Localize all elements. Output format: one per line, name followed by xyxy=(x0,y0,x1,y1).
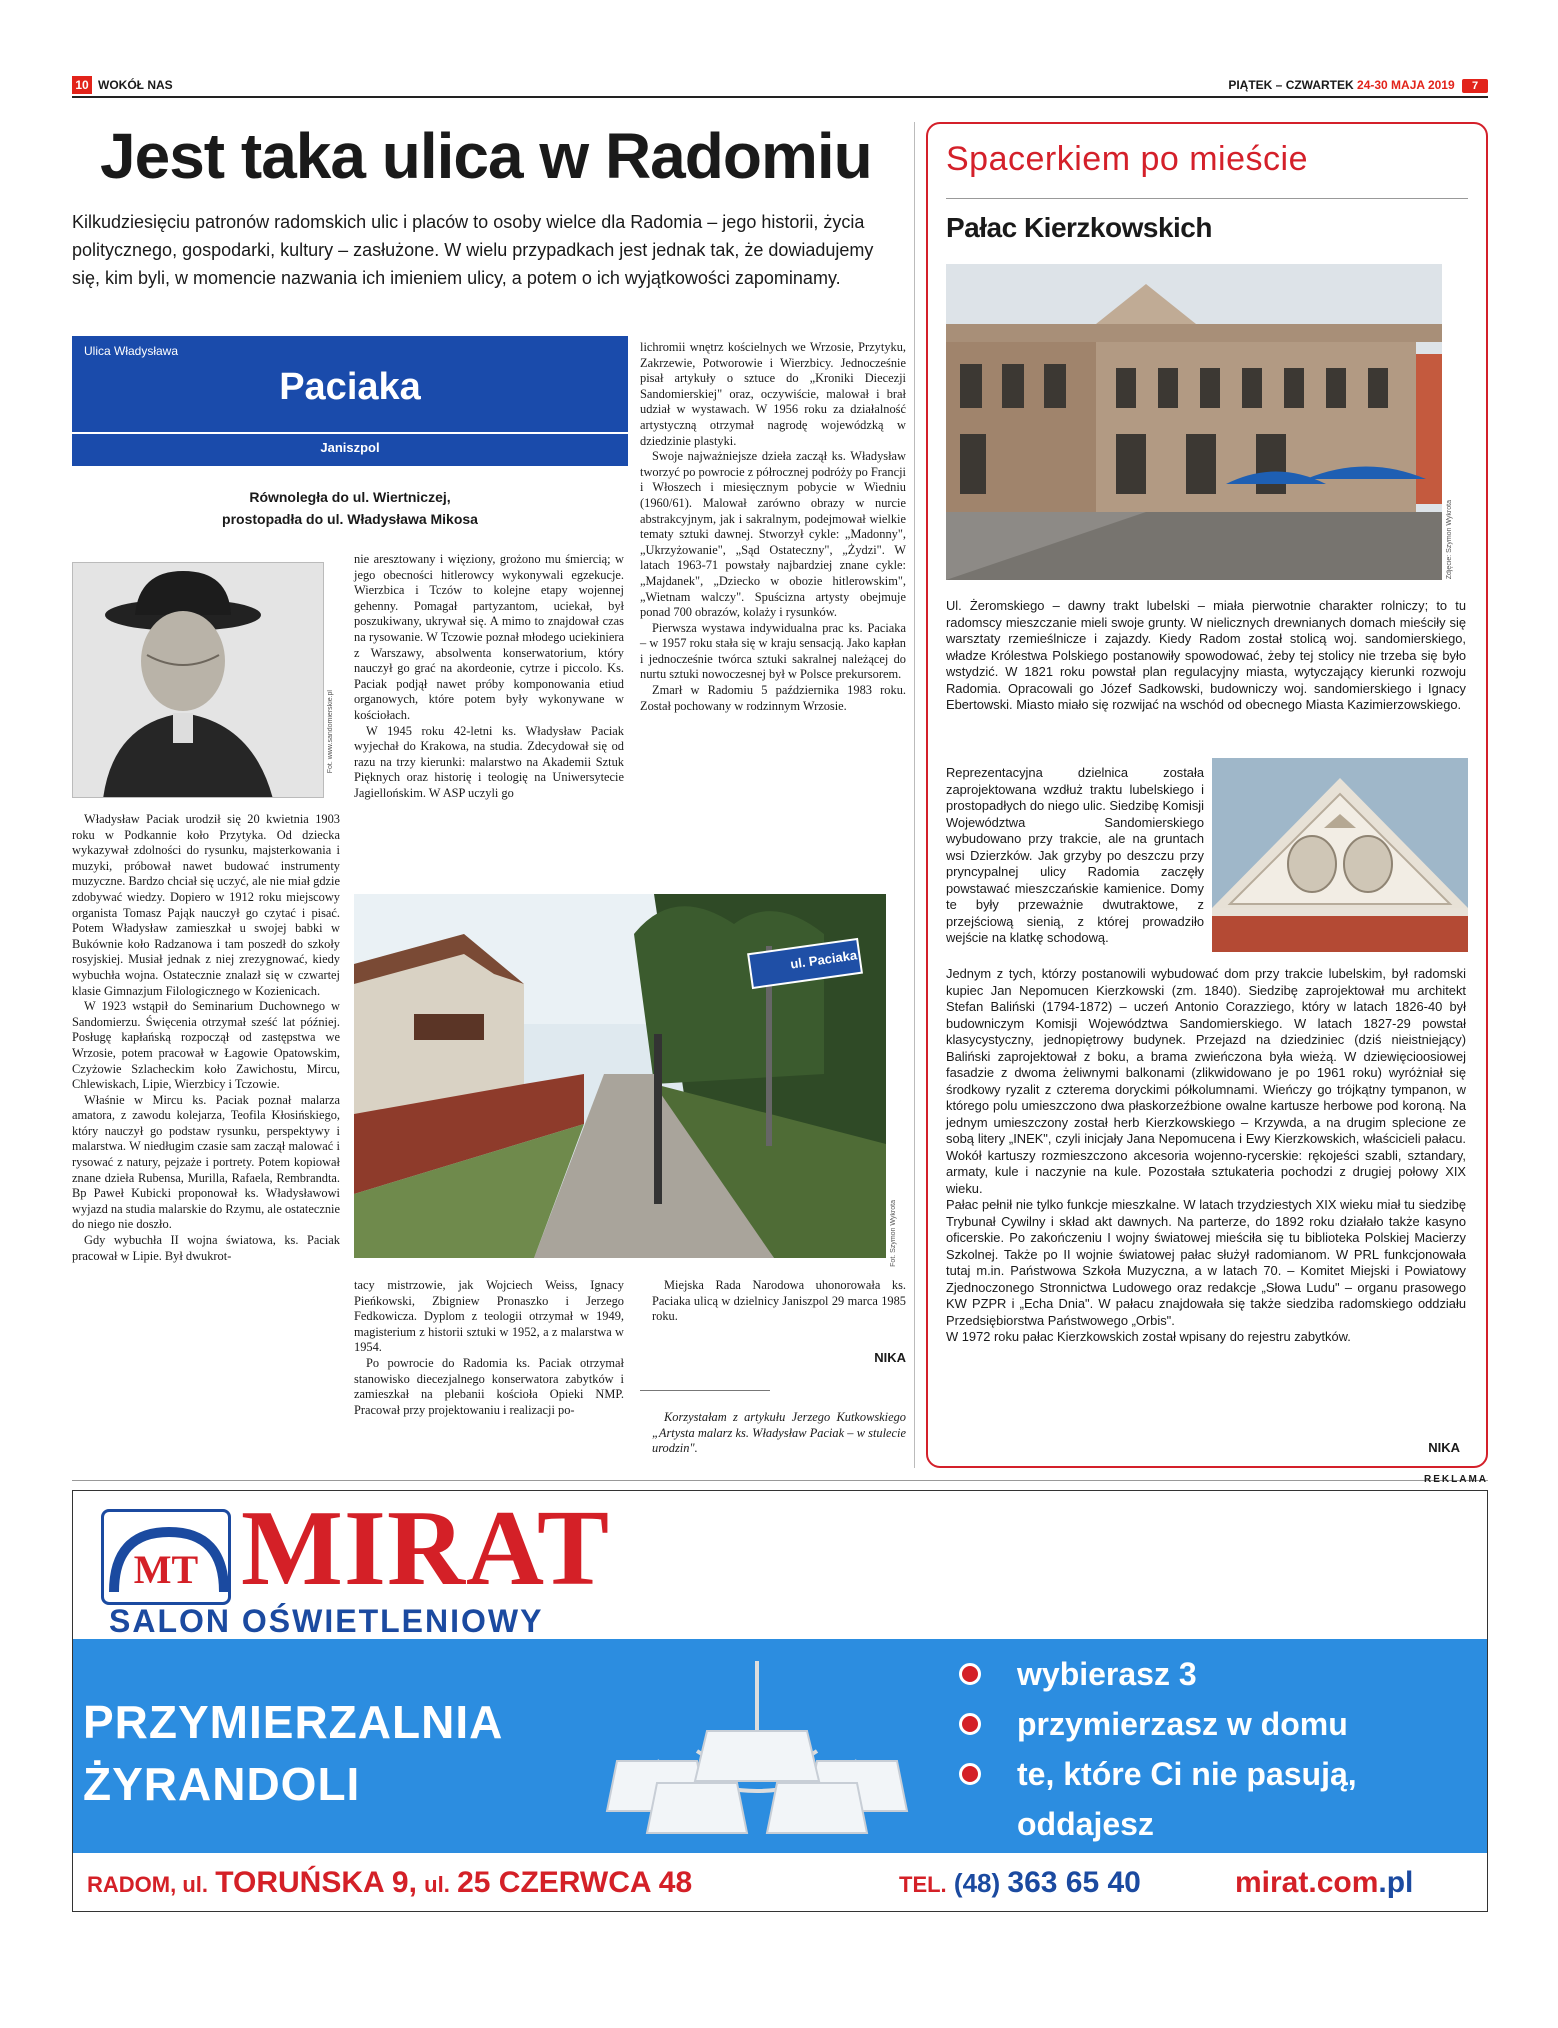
street-scene-icon xyxy=(354,894,886,1258)
article-column-1 xyxy=(72,812,340,1264)
date-range: 24-30 MAJA 2019 xyxy=(1357,78,1455,92)
tel-number: 363 65 40 xyxy=(1007,1866,1141,1899)
bullet-dot-icon xyxy=(959,1713,981,1735)
sidebar-text-wrap: Reprezentacyjna dzielnica została zaprojektowana wzdłuż traktu lubelskiego i prostopadłych do niego ulic. Siedzibę Komisji Województwa Sandomierskiego wybudowano przy trakcie, ale na gruntach wsi Dzierzków. Jak grzyby po deszczu przy pryncypalnej ulicy Radomia zaczęły powstawać mieszczańskie kamienice. Domy te były przeważnie dwutraktowe, z przejściową sienią, z której prowadziło wejście na klatkę schodową. xyxy=(946,765,1204,945)
article-headline: Jest taka ulica w Radomiu xyxy=(100,120,872,192)
article-signature: NIKA xyxy=(874,1350,906,1365)
paragraph: Po powrocie do Radomia ks. Paciak otrzymał stanowisko diecezjalnego konserwatora zabytków i zamieszkał na plebanii kościoła Opieki NMP. Pracował przy projektowaniu i realizacji po- xyxy=(354,1355,624,1417)
article-column-3-bottom xyxy=(652,1278,906,1325)
paragraph: tacy mistrzowie, jak Wojciech Weiss, Ignacy Pieńkowski, Zbigniew Pronaszko i Jerzego Fedkowicza. Dyplom z teologii otrzymał w 1949, magisterium z historii sztuki w 1952, a z malarstwa w 1954. xyxy=(354,1278,624,1355)
address-2: 25 CZERWCA 48 xyxy=(457,1866,693,1899)
street-sign-graphic xyxy=(72,336,628,466)
paragraph: W 1972 roku pałac Kierzkowskich został wpisany do rejestru zabytków. xyxy=(946,1329,1351,1344)
location-line-2: prostopadła do ul. Władysława Mikosa xyxy=(222,511,478,527)
sidebar-text-bottom xyxy=(946,966,1466,1346)
sidebar-rule xyxy=(946,198,1468,199)
advert-rule xyxy=(72,1480,1488,1481)
paragraph: Władysław Paciak urodził się 20 kwietnia 1903 roku w Podkannie koło Przytyka. Od dziecka wykazywał zdolności do rysunku, majsterkowania i muzyki, próbował nawet budować instrumenty muzyczne. Bardzo chciał się uczyć, ale nie miał gdzie zdobywać wiedzy. Dopiero w 1912 roku miejscowy organista Tomasz Pająk nauczył go czytać i pisać. Potem Władysław zamieszkał u swojej babki w Bukównie koło Radzanowa i tam poszedł do szkoły rosyjskiej. Musiał jednak z niej zrezygnować, kiedy wybuchła wojna. Ostatecznie znalazł się w czwartej klasie Gimnazjum Filologicznego w Kozienicach. xyxy=(72,812,340,998)
bullet-text: te, które Ci nie pasują, oddajesz xyxy=(1017,1756,1357,1842)
street-photo-credit: Fot. Szymon Wykrota xyxy=(890,1200,897,1267)
bullet-item xyxy=(953,1749,1393,1849)
paragraph: Swoje najważniejsze dzieła zaczął ks. Władysław tworzyć po powrocie z półrocznej podróży po Francji i Włoszech i miesięcznym pobycie w Wiedniu (1960/61). Malował zarówno obrazy w nurcie abstrakcyjnym, jak i sakralnym, podejmował wielkie tematy sztuki dawnej. Stworzył cykle: „Madonny", „Ukrzyżowanie", „Sąd Ostateczny", „Żydzi". W latach 1963-71 powstały najbardziej znane cykle: „Majdanek", „Dziecko w obozie hitlerowskim", „Wietnam walczy". Spuścizna artysty obejmuje ponad 700 obrazów, kolaży i rysunków. xyxy=(640,449,906,620)
sidebar-text-top: Ul. Żeromskiego – dawny trakt lubelski – miała pierwotnie charakter rolniczy; to tu radomscy mieszczanie mieli swoje grunty. W nielicznych drewnianych domach mieściły się warsztaty rzemieślnicze i zajazdy. Kiedy Radom został stolicą woj. sandomierskiego, władze Królestwa Polskiego postanowiły spowodować, żeby tej stolicy nie trzeba się było wstydzić. W 1821 roku powstał plan regulacyjny miasta, wytyczający kierunki rozwoju Radomia. Opracowali go Józef Sadkowski, budowniczy woj. sandomierskiego i Ignacy Ebertowski. Miasto miało się rozwijać na wschód od obecnego Miasta Kazimierzowskiego. xyxy=(946,598,1466,712)
paragraph: Pałac pełnił nie tylko funkcje mieszkalne. W latach trzydziestych XIX wieku miał tu siedzibę Trybunał Cywilny i skład akt dawnych. Na parterze, do 1892 roku działało także kasyno oficerskie. Po zakończeniu I wojny światowej mieściła się tu biblioteka Polskiej Macierzy Szkolnej. Także po II wojnie światowej pałac służył radomianom. W PRL funkcjonowała tutaj m.in. Państwowa Szkoła Muzyczna, a w latach 70. – Komitet Miejski i Powiatowy Zjednoczonego Stronnictwa Ludowego oraz redakcje „Słowa Ludu" – organu prasowego KW PZPR i „Echa Dnia". W pałacu znajdowała się także siedziba radomskiego oddziału Przedsiębiorstwa Państwowego „Orbis". xyxy=(946,1197,1466,1328)
paragraph: Zmarł w Radomiu 5 października 1983 roku. Został pochowany w rodzinnym Wrzosie. xyxy=(640,683,906,713)
source-rule xyxy=(640,1390,770,1391)
cartouche-photo xyxy=(1212,758,1468,952)
bullet-text: wybierasz 3 xyxy=(1017,1656,1197,1692)
article-column-2 xyxy=(354,552,624,802)
tel-code: (48) xyxy=(953,1868,1001,1898)
mirat-logo xyxy=(101,1509,231,1605)
web-tld: .pl xyxy=(1378,1866,1414,1899)
tel-label: TEL. xyxy=(899,1872,947,1897)
paragraph: Pierwsza wystawa indywidualna prac ks. Paciaka – w 1957 roku stała się w kraju sensacją. Jako kapłan i jednocześnie twórca sztuki sakralnej należącej do nurtu sztuki nowoczesnej był w Polsce prekursorem. xyxy=(640,620,906,682)
header-rule xyxy=(72,96,1488,98)
advert-address xyxy=(87,1863,692,1905)
coat-of-arms-icon xyxy=(1212,758,1468,952)
advert-bullets xyxy=(953,1649,1473,1849)
street-sign-label: ul. Paciaka xyxy=(789,947,858,972)
article-column-2-bottom xyxy=(354,1278,624,1418)
bullet-dot-icon xyxy=(959,1663,981,1685)
chandelier-icon xyxy=(597,1661,917,1861)
bullet-text: przymierzasz w domu xyxy=(1017,1706,1348,1742)
street-photo xyxy=(354,894,886,1258)
bullet-dot-icon xyxy=(959,1763,981,1785)
advert xyxy=(72,1490,1488,1912)
brand-tagline: SALON OŚWIETLENIOWY xyxy=(109,1603,544,1639)
palace-building-icon xyxy=(946,264,1442,580)
address-ul: ul. xyxy=(424,1872,450,1897)
advert-label: REKLAMA xyxy=(1424,1474,1488,1485)
sign-stripe xyxy=(72,432,628,434)
portrait-photo xyxy=(72,562,324,798)
article-column-3 xyxy=(640,340,906,714)
paragraph: W 1923 wstąpił do Seminarium Duchownego w Sandomierzu. Święcenia otrzymał sześć lat później. Posługę kapłańską rozpoczął od zastępstwa we Wrzosie, potem pracował w Łagowie Opatowskim, Czyżowie Szlacheckim koło Zawichostu, Mircu, Chlewiskach, Lipie, Wierzbicy i Tczowie. xyxy=(72,999,340,1092)
sidebar-subtitle: Pałac Kierzkowskich xyxy=(946,212,1212,243)
issue-date xyxy=(1228,76,1488,94)
logo-letters: MT xyxy=(133,1547,199,1592)
bullet-item xyxy=(953,1699,1473,1749)
paragraph: Gdy wybuchła II wojna światowa, ks. Paciak pracował w Lipie. Był dwukrot- xyxy=(72,1233,340,1263)
date-prefix: PIĄTEK – CZWARTEK xyxy=(1228,78,1354,92)
article-lead: Kilkudziesięciu patronów radomskich ulic i placów to osoby wielce dla Radomia – jego historii, życia politycznego, gospodarki, kultury – zasłużone. W wielu przypadkach jest jednak tak, że dowiadujemy się, kim byli, w momencie nazwania ich imieniem ulicy, a potem o ich wyjątkowości zapominamy. xyxy=(72,212,874,288)
sign-label: Ulica Władysława xyxy=(84,344,179,358)
street-location xyxy=(72,486,628,530)
headline-line-1: PRZYMIERZALNIA xyxy=(83,1696,504,1748)
newspaper-logo: 7 xyxy=(1462,79,1488,93)
sidebar-signature: NIKA xyxy=(1428,1440,1460,1455)
location-line-1: Równoległa do ul. Wiertniczej, xyxy=(249,489,451,505)
column-divider xyxy=(914,122,915,1468)
sidebar-title: Spacerkiem po mieście xyxy=(946,140,1308,178)
paragraph: nie aresztowany i więziony, grożono mu śmiercią; w jego obecności hitlerowcy wykonywali egzekucje. Wierzbica i Tczów to kolejne etapy wojennej gehenny. Pomagał partyzantom, uciekał, był poszukiwany, ukrywał się. A mimo to znajdował czas na rysowanie. W Tczowie poznał młodego uciekiniera z Warszawy, absolwenta konserwatorium, który nauczył go grać na akordeonie, cytrze i piccolo. Ks. Paciak podjął nawet próby komponowania etiud organowych, które potem były wykonywane w kościołach. xyxy=(354,552,624,722)
paragraph: lichromii wnętrz kościelnych we Wrzosie, Przytyku, Zakrzewie, Potworowie i Wierzbicy. Jednocześnie pisał artykuły o sztuce do „Kroniki Diecezji Sandomierskiej" oraz, oczywiście, malował i brał udział w wystawach. W 1956 roku za działalność artystyczną otrzymał nagrodę wojewódzką w dziedzinie plastyki. xyxy=(640,340,906,448)
address-1: TORUŃSKA 9, xyxy=(215,1866,417,1899)
palace-photo-credit: Zdjęcie: Szymon Wykrota xyxy=(1446,500,1453,580)
priest-portrait-icon xyxy=(73,563,324,798)
address-city: RADOM, ul. xyxy=(87,1872,208,1897)
advert-website[interactable] xyxy=(1235,1863,1413,1903)
paragraph: Właśnie w Mircu ks. Paciak poznał malarza amatora, z zawodu kolejarza, Teofila Kłosińskiego, który nauczył go podstaw rysunku, perspektywy i malarstwa. W niedługim czasie sam zaczął malować i rysować z natury, pejzaże i portrety. Potem kopiował znane dzieła Rubensa, Murilla, Rafaela, Rembrandta. Bp Paweł Kubicki proponował ks. Władysławowi wyjazd na studia malarskie do Rzymu, ale ostatecznie do niego nie doszło. xyxy=(72,1092,340,1232)
sign-district: Janiszpol xyxy=(320,440,380,455)
advert-phone xyxy=(899,1863,1141,1905)
sign-street-name: Paciaka xyxy=(279,366,421,408)
bullet-item xyxy=(953,1649,1473,1699)
headline-line-2: ŻYRANDOLI xyxy=(83,1758,361,1810)
section-name: WOKÓŁ NAS xyxy=(98,78,173,92)
portrait-credit: Fot. www.sandomierskie.pl xyxy=(327,690,334,774)
paragraph: Jednym z tych, którzy postanowili wybudować dom przy trakcie lubelskim, był radomski kupiec Jan Nepomucen Kierzkowski (zm. 1840). Siedzibę zaprojektował mu architekt Stefan Baliński (1794-1872) – uczeń Antonio Corazziego, który w latach 1826-40 był budowniczym Komisji Województwa Sandomierskiego. W latach 1827-29 powstał klasycystyczny, jednopiętrowy budynek. Przejazd na dziedziniec (dziś nieistniejący) Baliński zaprojektował z boku, a brama zwieńczona była wieżą. W dziewięcioosiowej fasadzie z dwoma żeliwnymi balkonami (zlikwidowano je po 1961 roku) wyróżniał się środkowy ryzalit z czterema doryckimi półkolumnami. Wieńczy go trójkątny tympanon, w którego polu umieszczono dwa płaskorzeźbione owalne kartusze herbowe pod koroną. Na jednym umieszczony został herb Kierzkowskiego – Krzywda, a na drugim splecione ze sobą litery „INEK", czyli inicjały Jana Nepomucena i Ewy Kierzkowskich, właścicieli pałacu. Wokół kartuszy rozmieszczono akcesoria wojenno-rycerskie: rękojeści szabli, sztandary, armaty, kule i naczynie na kule. Pozostała sztukateria pochodzi z drugiej połowy XIX wieku. xyxy=(946,966,1466,1196)
source-text: Korzystałam z artykułu Jerzego Kutkowskiego „Artysta malarz ks. Władysław Paciak – w stulecie urodzin". xyxy=(652,1410,906,1456)
palace-photo xyxy=(946,264,1442,580)
advert-headline xyxy=(83,1691,503,1815)
paragraph: Miejska Rada Narodowa uhonorowała ks. Paciaka ulicą w dzielnicy Janiszpol 29 marca 1985 roku. xyxy=(652,1278,906,1324)
web-main: mirat.com xyxy=(1235,1866,1379,1899)
source-note xyxy=(652,1410,906,1457)
advert-contact-bar xyxy=(73,1853,1487,1912)
paragraph: W 1945 roku 42-letni ks. Władysław Paciak wyjechał do Krakowa, na studia. Zdecydował się od razu na trzy kierunki: malarstwo na Akademii Sztuk Pięknych oraz historię i teologię na Uniwersytecie Jagiellońskim. W ASP uczyli go xyxy=(354,723,624,800)
page-number: 10 xyxy=(72,76,92,94)
brand-name: MIRAT xyxy=(241,1490,610,1608)
